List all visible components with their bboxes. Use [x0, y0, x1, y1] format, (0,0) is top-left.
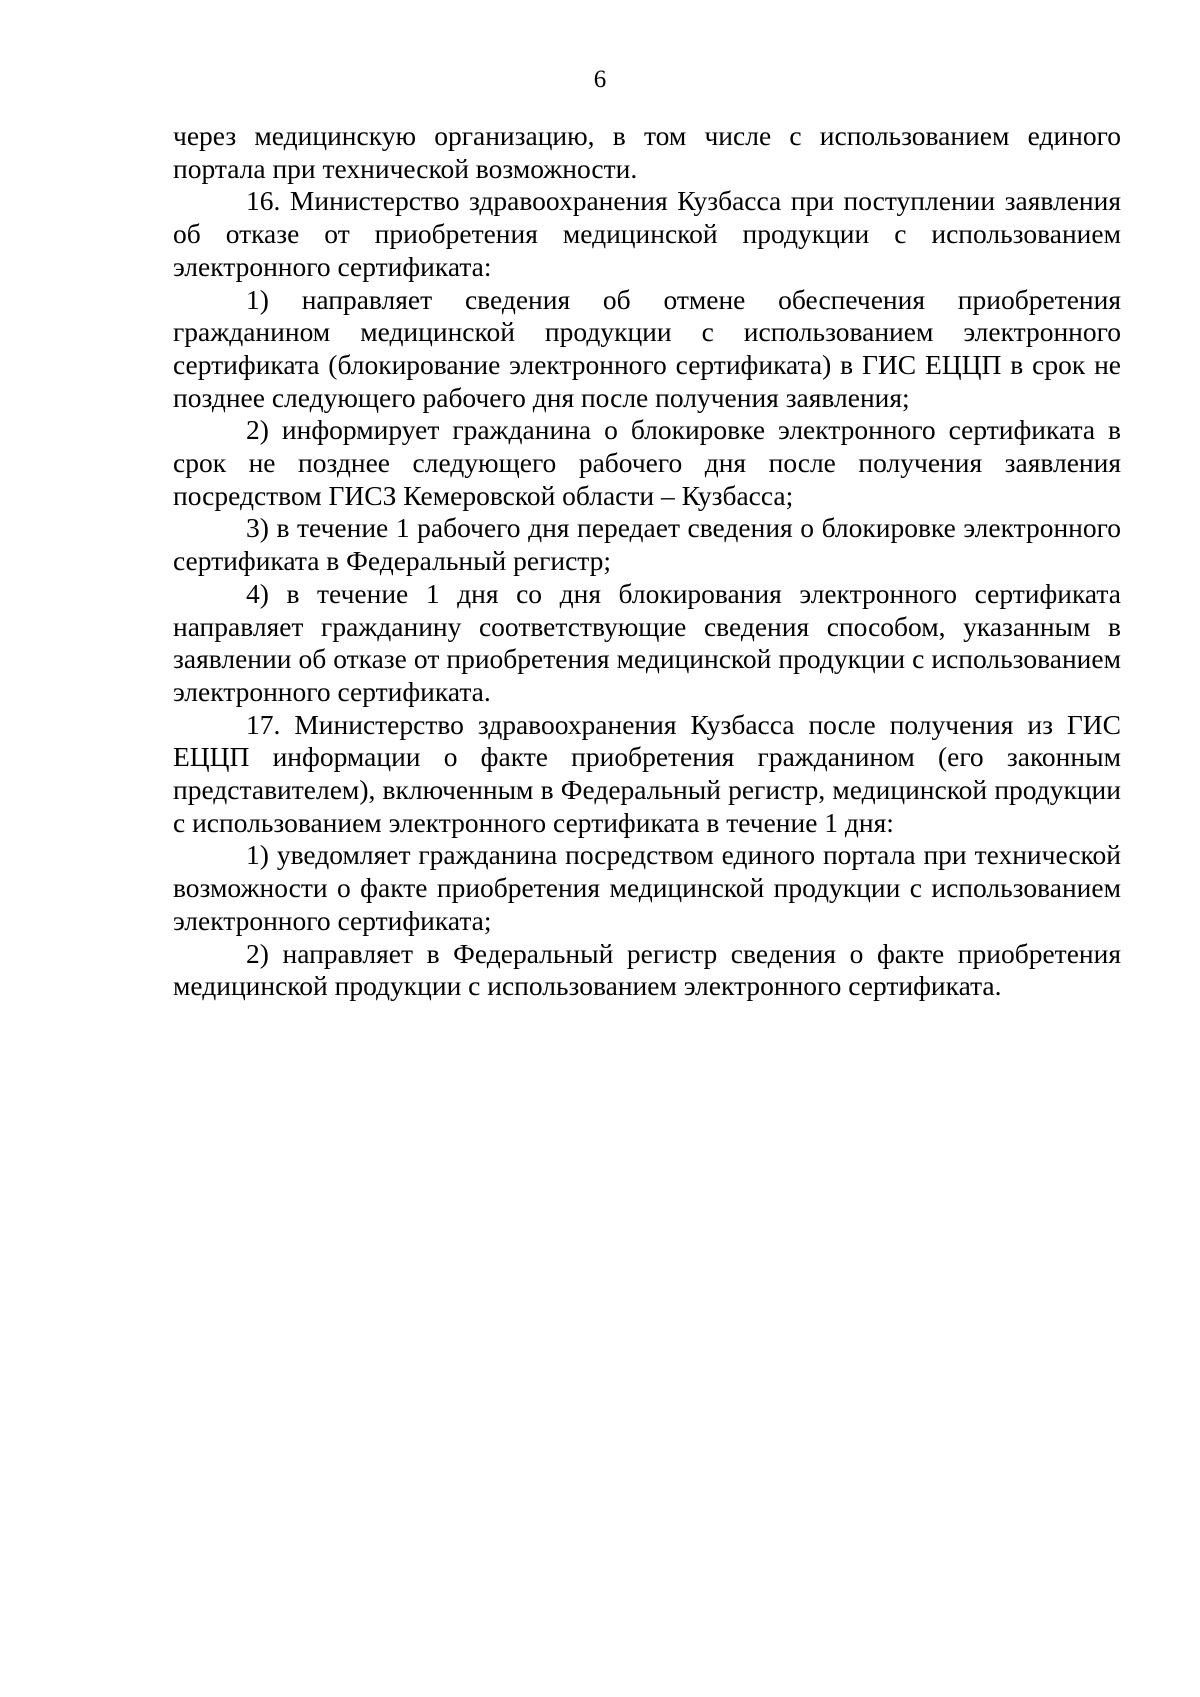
paragraph-item-16-2: 2) информирует гражданина о блокировке электронного сертификата в срок не позднее следующего рабочего дня после получения заявления посредством ГИСЗ Кемеровской области – Кузбасса;: [173, 414, 1121, 511]
paragraph-item-17-1: 1) уведомляет гражданина посредством единого портала при технической возможности о факте приобретения медицинской продукции с использованием электронного сертификата;: [173, 839, 1121, 936]
paragraph-item-16-1: 1) направляет сведения об отмене обеспечения приобретения гражданином медицинской продукции с использованием электронного сертификата (блокирование электронного сертификата) в ГИС ЕЦЦП в срок не позднее следующего рабочего дня после получения заявления;: [173, 283, 1121, 413]
paragraph-continuation: через медицинскую организацию, в том числе с использованием единого портала при технической возможности.: [173, 120, 1121, 184]
paragraph-item-17: 17. Министерство здравоохранения Кузбасса после получения из ГИС ЕЦЦП информации о факте приобретения гражданином (его законным представителем), включенным в Федеральный регистр, медицинской продукции с использованием электронного сертификата в течение 1 дня:: [173, 708, 1121, 838]
paragraph-item-16-4: 4) в течение 1 дня со дня блокирования электронного сертификата направляет гражданину соответствующие сведения способом, указанным в заявлении об отказе от приобретения медицинской продукции с использованием электронного сертификата.: [173, 577, 1121, 707]
paragraph-item-16: 16. Министерство здравоохранения Кузбасса при поступлении заявления об отказе от приобретения медицинской продукции с использованием электронного сертификата:: [173, 185, 1121, 282]
paragraph-item-16-3: 3) в течение 1 рабочего дня передает сведения о блокировке электронного сертификата в Федеральный регистр;: [173, 512, 1121, 577]
paragraph-item-17-2: 2) направляет в Федеральный регистр сведения о факте приобретения медицинской продукции с использованием электронного сертификата.: [173, 937, 1121, 1002]
document-body: [173, 120, 1121, 1003]
page-number: 6: [593, 66, 607, 93]
